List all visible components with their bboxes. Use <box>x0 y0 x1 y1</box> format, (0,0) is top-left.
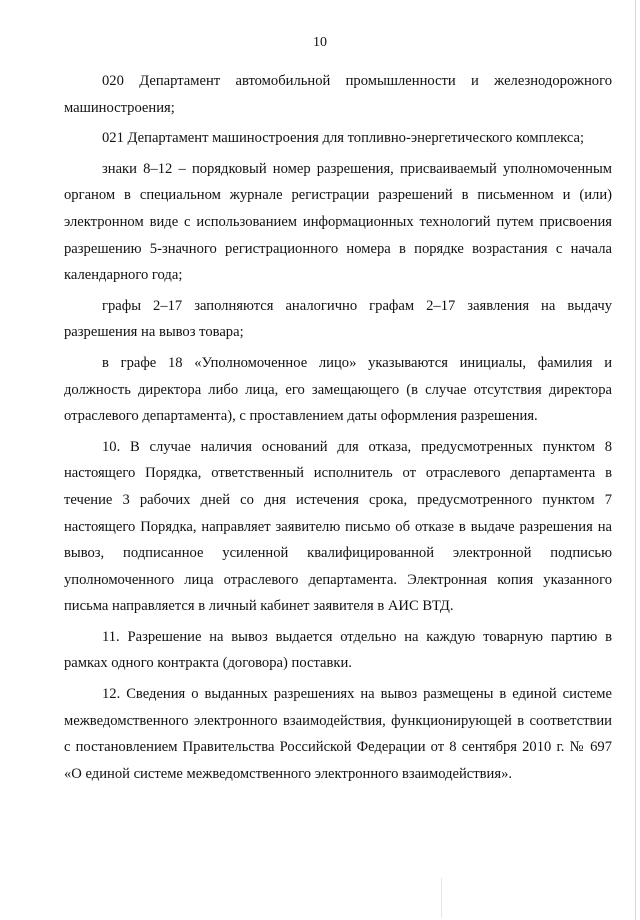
document-body <box>64 68 612 791</box>
paragraph-clause-12: 12. Сведения о выданных разрешениях на вывоз размещены в единой системе межведомственного электронного взаимодействия, функционирующей в соответствии с постановлением Правительства Российской Федерации от 8 сентября 2010 г. № 697 «О единой системе межведомственного электронного взаимодействия». <box>64 686 612 782</box>
scan-edge-line <box>635 0 636 920</box>
paragraph-field-18: в графе 18 «Уполномоченное лицо» указываются инициалы, фамилия и должность директора либо лица, его замещающего (в случае отсутствия директора отраслевого департамента), с проставлением даты оформления разрешения. <box>64 354 612 425</box>
paragraph-clause-10: 10. В случае наличия оснований для отказа, предусмотренных пунктом 8 настоящего Порядка, ответственный исполнитель от отраслевого департамента в течение 3 рабочих дней со дня истечения срока, предусмотренного пунктом 7 настоящего Порядка, направляет заявителю письмо об отказе в выдаче разрешения на вывоз, подписанное усиленной квалифицированной электронной подписью уполномоченного лица отраслевого департамента. Электронная копия указанного письма направляется в личный кабинет заявителя в АИС ВТД. <box>64 438 612 615</box>
scan-artifact <box>441 878 442 918</box>
paragraph-department-020: 020 Департамент автомобильной промышленности и железнодорожного машиностроения; <box>64 73 612 116</box>
paragraph-signs-8-12: знаки 8–12 – порядковый номер разрешения, присваиваемый уполномоченным органом в специальном журнале регистрации разрешений в письменном и (или) электронном виде с использованием информационных технологий путем присвоения разрешению 5-значного регистрационного номера в порядке возрастания с начала календарного года; <box>64 160 612 284</box>
paragraph-fields-2-17: графы 2–17 заполняются аналогично графам 2–17 заявления на выдачу разрешения на вывоз товара; <box>64 297 612 341</box>
page-number: 10 <box>313 35 327 50</box>
paragraph-clause-11: 11. Разрешение на вывоз выдается отдельно на каждую товарную партию в рамках одного контракта (договора) поставки. <box>64 628 612 672</box>
paragraph-department-021: 021 Департамент машиностроения для топливно-энергетического комплекса; <box>102 130 585 147</box>
